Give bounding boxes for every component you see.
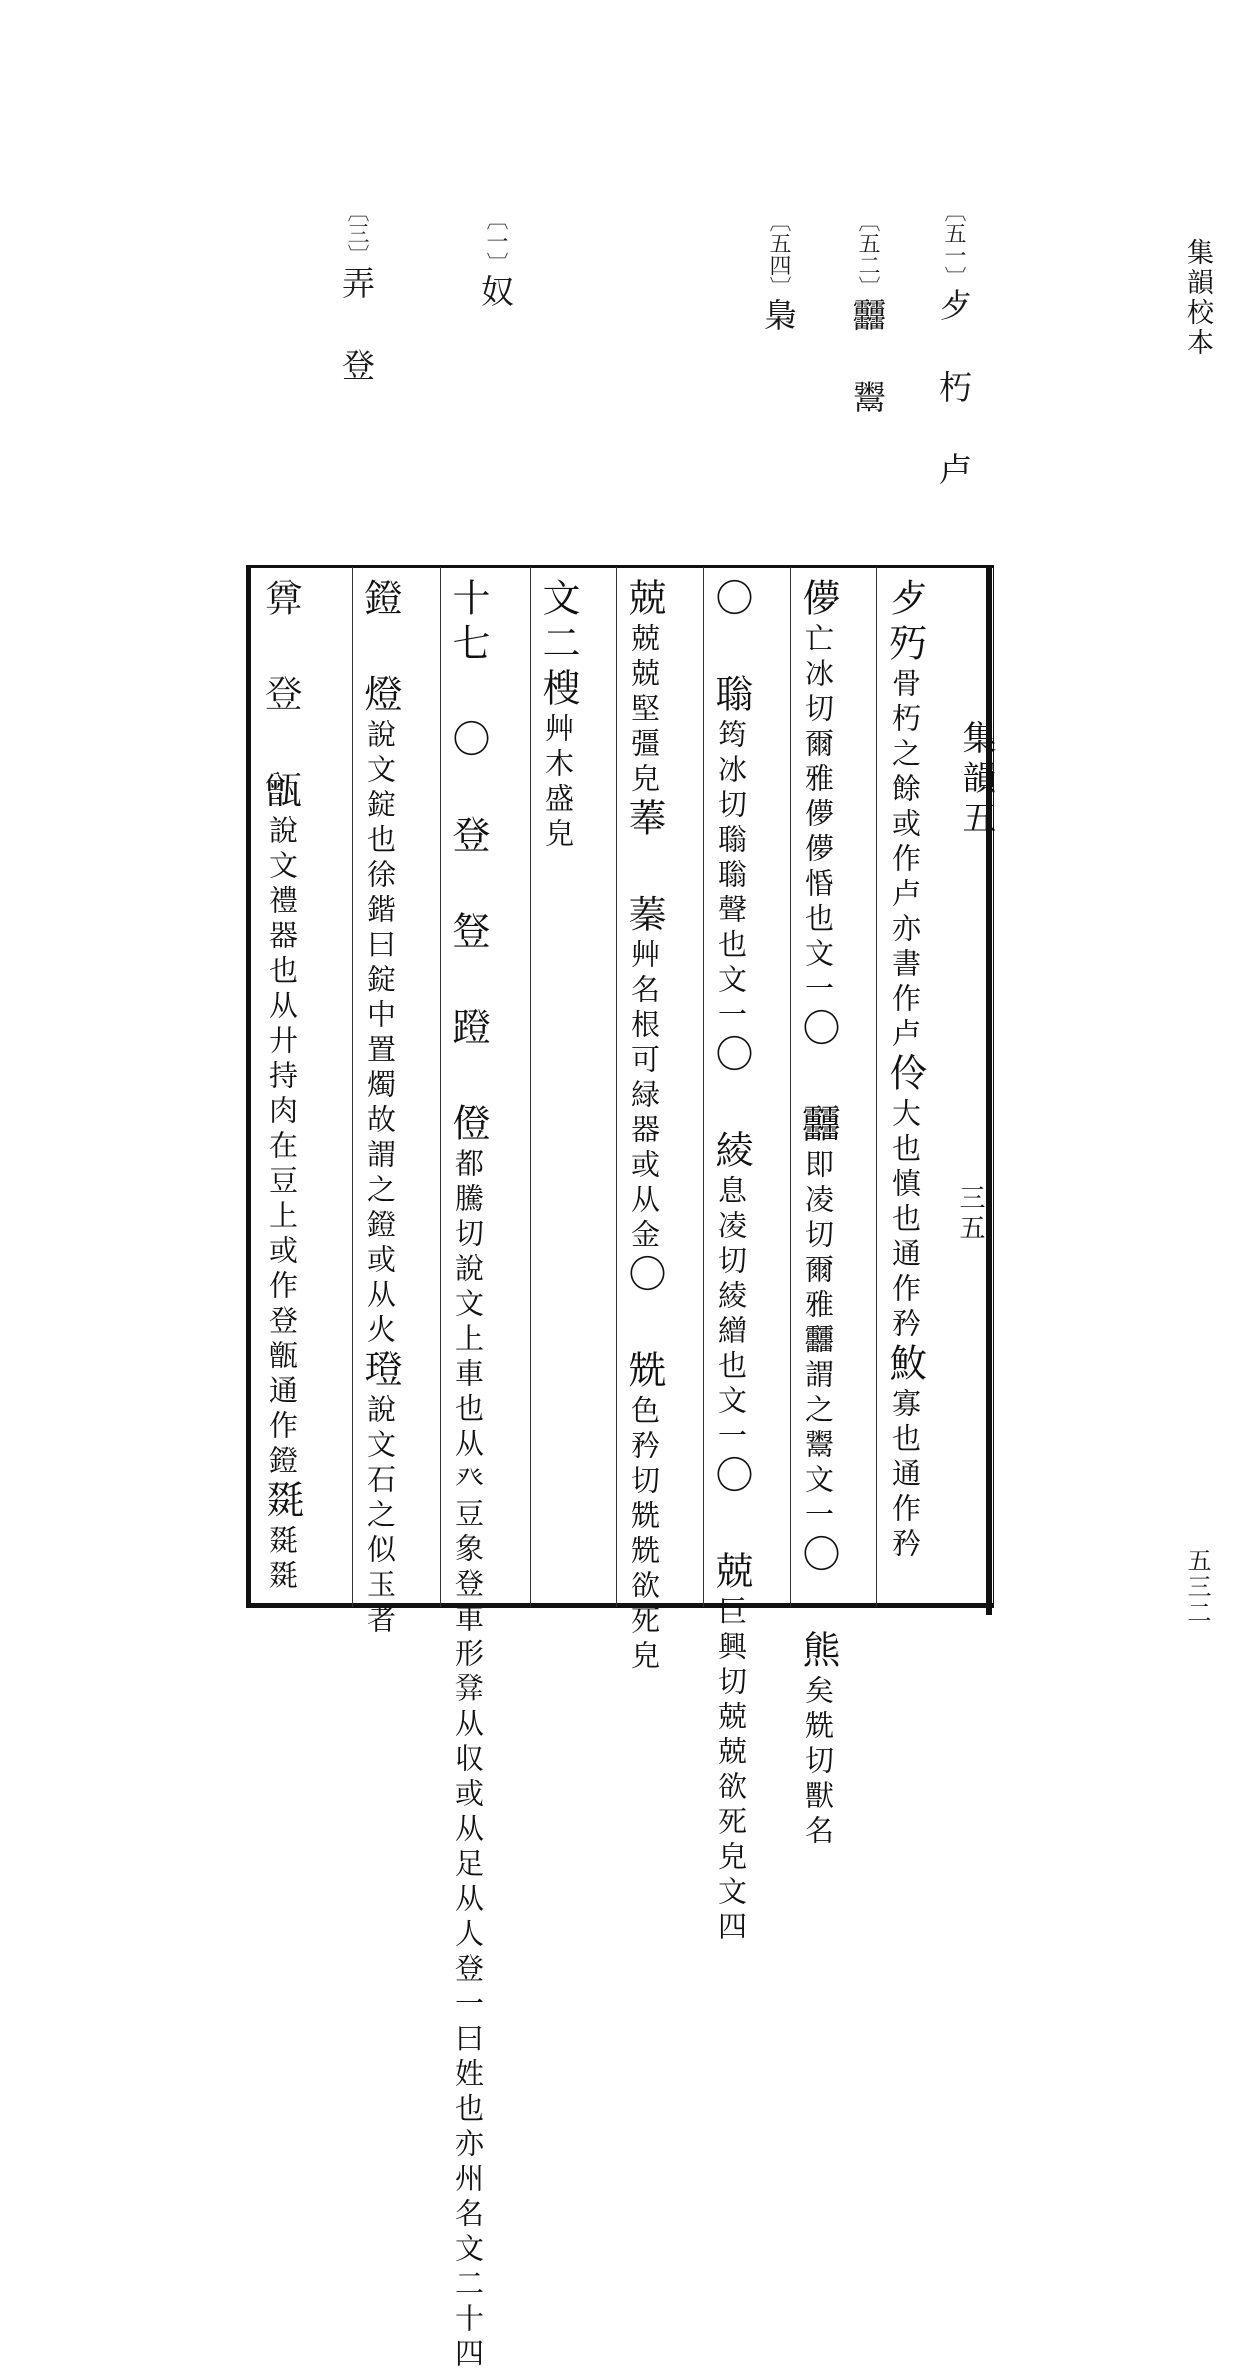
gloss: 說文石之似玉者 [363,1394,397,1639]
collation-note [755,210,802,336]
text-column [709,578,753,1946]
block-folio: 三五 [955,1184,985,1244]
head-char: 十七 〇 登 豋 蹬 僜 [446,578,490,1148]
column-rule [876,567,877,1607]
text-column [885,578,926,1598]
note-number: 〔五四〕 [766,210,791,298]
head-char: 歺㱙 [883,578,927,668]
note-number: 〔一〕 [483,208,508,274]
text-column [796,578,840,1850]
head-char: 䰻 [883,1343,927,1388]
gloss: 都騰切說文上車也从癶豆象登車形𤼷从収或从足从人登一曰姓也亦州名文二十四 [451,1148,485,2373]
note-number: 〔五一〕 [941,200,966,288]
gloss: 毲毲 [265,1525,299,1595]
note-text: 梟 [759,298,798,336]
page-number: 五三二 [1183,1548,1211,1626]
head-char: 儚 [796,578,840,623]
gloss: 兢兢堅彊皃 [627,623,661,798]
head-char: 菶 蓁 [622,798,666,939]
head-char: 鐙 燈 [358,578,402,719]
gloss: 艸名根可緑器或从金 [627,939,661,1254]
head-char: 璒 [358,1349,402,1394]
head-char: 㮴 [536,668,580,713]
note-number: 〔三〕 [344,200,369,266]
text-column [262,578,303,1598]
text-column [358,578,402,1639]
gloss: 息凌切綾繒也文一 [714,1175,748,1455]
gloss: 即凌切爾雅䨻謂之鬻文一 [801,1149,835,1534]
head-char: 𢍜 登 甑 [260,578,304,815]
head-char: 〇 兢 [709,1455,753,1596]
head-char: 毲 [260,1480,304,1525]
gloss: 色矜切兟兟欲死皃 [627,1395,661,1675]
note-text: 弄 登 [337,266,376,386]
note-text: 歺 朽 卢 [934,288,973,490]
column-rule [352,567,353,1607]
note-text: 奴 [476,274,515,312]
head-char: 〇 䨻 [796,1008,840,1149]
block-title: 集韻五 [956,720,996,840]
head-char: 兢 [622,578,666,623]
head-char: 文二 [536,578,580,668]
head-char: 伶 [883,1053,927,1098]
collation-note [472,208,519,312]
note-text: 䨻 鬻 [848,298,887,418]
column-rule [616,567,617,1607]
text-column [446,578,490,2373]
column-rule [790,567,791,1607]
gloss: 大也慎也通作矜 [888,1098,922,1343]
head-char: 〇 兟 [622,1254,666,1395]
gloss: 巨興切兢兢欲死皃文四 [714,1596,748,1946]
gloss: 艸木盛皃 [541,713,575,853]
gloss: 亡冰切爾雅儚儚惛也文一 [801,623,835,1008]
collation-note [844,210,891,418]
gloss: 寡也通作矜 [888,1388,922,1563]
running-head: 集韻校本 [1182,238,1213,358]
gloss: 筠冰切聬聬聲也文一 [714,719,748,1034]
gloss: 說文錠也徐鍇曰錠中置燭故謂之鐙或从火 [363,719,397,1349]
collation-note [930,200,977,490]
head-char: 〇 聬 [709,578,753,719]
column-rule [703,567,704,1607]
block-frame [246,565,994,1608]
head-char: 〇 熊 [796,1534,840,1675]
column-rule [440,567,441,1607]
gloss: 說文禮器也从廾持肉在豆上或作登甑通作鐙 [265,815,299,1480]
text-column [622,578,666,1675]
gloss: 骨朽之餘或作卢亦書作卢 [888,668,922,1053]
gloss: 矣兟切獸名 [801,1675,835,1850]
text-column [538,578,579,1598]
column-rule [530,567,531,1607]
note-number: 〔五二〕 [855,210,880,298]
collation-note [333,200,380,386]
head-char: 〇 綾 [709,1034,753,1175]
